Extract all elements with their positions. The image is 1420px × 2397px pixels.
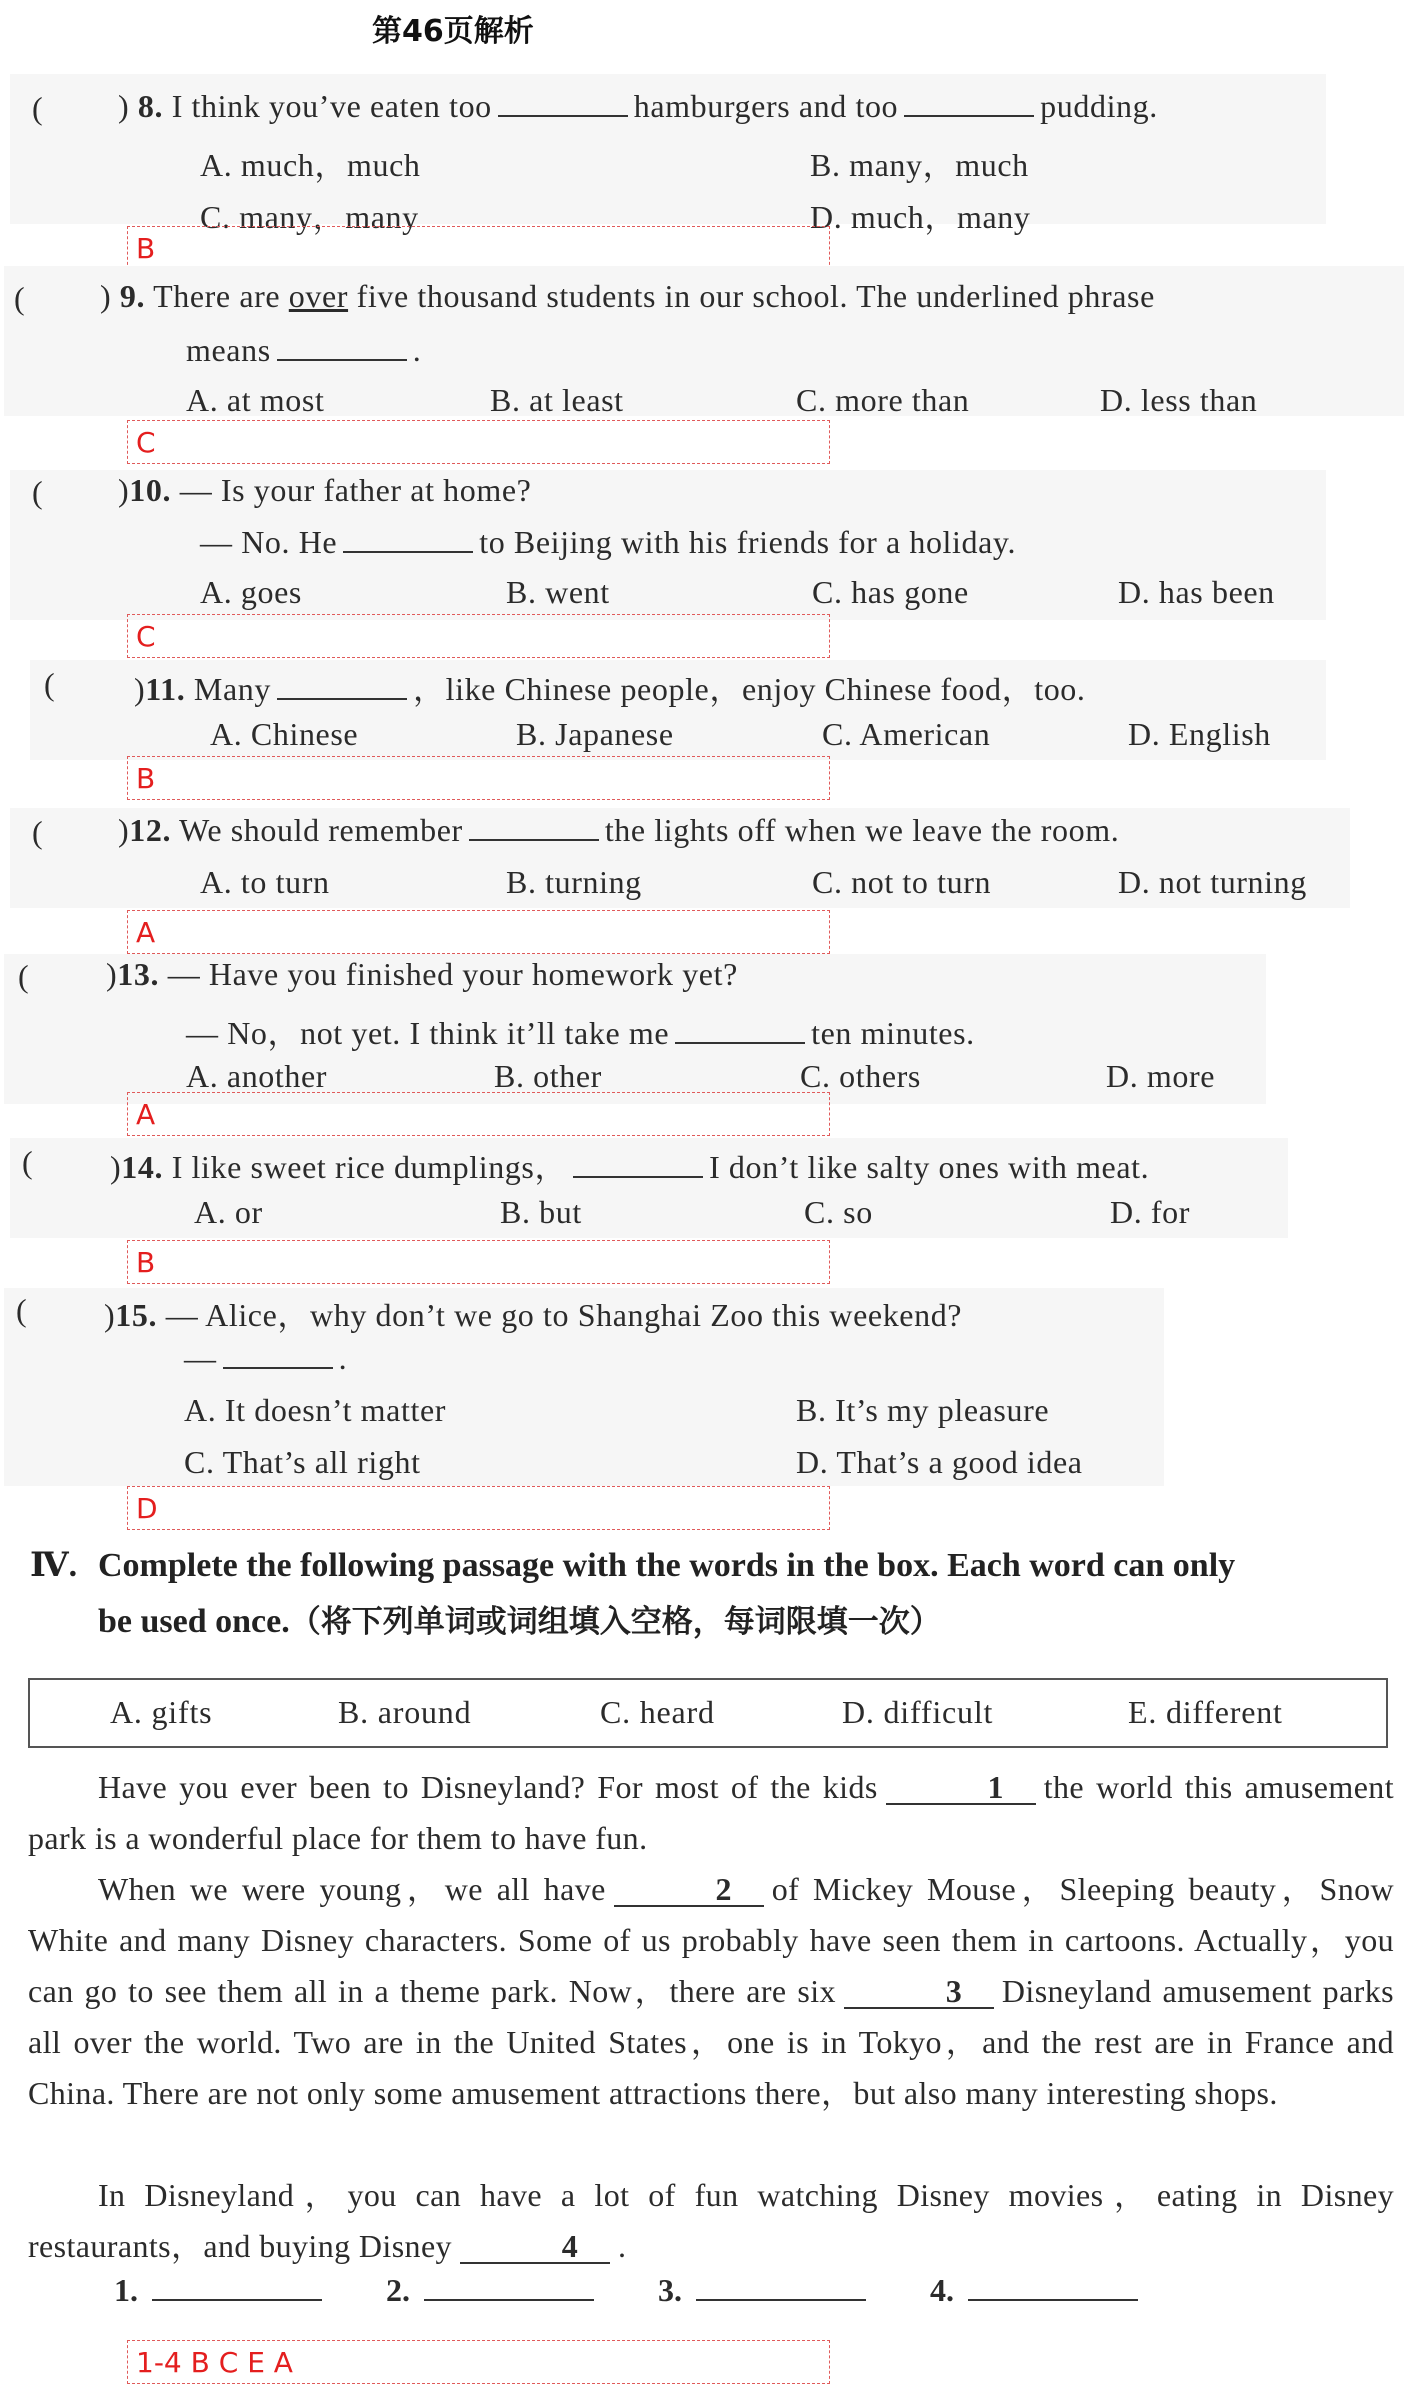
word-box — [28, 1678, 1388, 1748]
option-a: A. another — [186, 1058, 328, 1094]
option-a: A. to turn — [200, 864, 330, 900]
question-14-close-paren: ) — [110, 1149, 122, 1185]
question-10-text-a: — Is your father at home? — [179, 472, 532, 508]
option-b: B. many，much — [810, 147, 1029, 183]
answer-box: C — [127, 420, 830, 464]
question-12-text-a: We should remember — [179, 812, 463, 848]
word-option: E. different — [1128, 1694, 1283, 1730]
option-c: C. many，many — [200, 199, 419, 235]
word-option: D. difficult — [842, 1694, 994, 1730]
answer-box: A — [127, 910, 830, 954]
answer-label: 4. — [930, 2272, 954, 2308]
question-13-close-paren: ) — [106, 956, 118, 992]
question-11-stem — [134, 664, 1086, 710]
answer-box: C — [127, 614, 830, 658]
option-c: C. has gone — [812, 574, 969, 610]
passage-text: Disneyland amusement parks all over the world. Two are in the United States，one is in Tokyo，and the rest are in France and China. There are not only some amusement attractions there，but also many interesting shops. — [28, 1973, 1394, 2111]
section-instruction-cn: （将下列单词或词组填入空格，每词限填一次） — [289, 1604, 941, 1640]
question-13-text-line2b: ten minutes. — [811, 1015, 975, 1051]
gap-4: 4 — [460, 2230, 610, 2264]
option-d: D. less than — [1100, 382, 1258, 418]
blank — [343, 525, 473, 553]
option-d: D. That’s a good idea — [796, 1444, 1083, 1480]
option-d: D. more — [1106, 1058, 1216, 1094]
option-c: C. more than — [796, 382, 970, 418]
question-13-stem — [106, 956, 738, 993]
blank — [223, 1341, 333, 1369]
option-d: D. much，many — [810, 199, 1031, 235]
option-b: B. other — [494, 1058, 602, 1094]
section-instruction-2: be used once. — [98, 1603, 290, 1640]
option-d: D. for — [1110, 1194, 1191, 1230]
word-option: A. gifts — [110, 1694, 213, 1730]
question-15-text-line2b: . — [338, 1340, 348, 1376]
question-13-text-a: — Have you finished your homework yet? — [167, 956, 738, 992]
word-option: C. heard — [600, 1694, 715, 1730]
answer-box: B — [127, 226, 830, 270]
option-c: C. so — [804, 1194, 873, 1230]
passage-text: . — [617, 2228, 627, 2264]
question-9-stem-line2: means . — [186, 332, 422, 368]
question-15-stem-line2 — [184, 1340, 347, 1377]
question-11-text-a: Many — [193, 671, 271, 707]
question-11-close-paren: ) — [134, 671, 146, 707]
answer-paren-open: ( — [44, 666, 55, 702]
answer-box: B — [127, 1240, 830, 1284]
option-a: A. It doesn’t matter — [184, 1392, 447, 1428]
answer-paren-open: ( — [32, 474, 43, 510]
answer-line-2 — [386, 2272, 594, 2309]
question-13-stem-line2 — [186, 1008, 975, 1054]
question-9-text-a: There are — [153, 278, 281, 314]
question-9-stem — [100, 278, 1155, 315]
gap-3: 3 — [844, 1975, 994, 2009]
option-c: C. That’s all right — [184, 1444, 421, 1480]
question-8-number: 8. — [137, 88, 164, 124]
answer-box: A — [127, 1092, 830, 1136]
question-9-text-b: five thousand students in our school. The underlined phrase — [356, 278, 1155, 314]
answer-paren-open: ( — [16, 1292, 27, 1328]
section-4-heading — [30, 1538, 1400, 1650]
question-8-stem — [118, 88, 1158, 125]
answer-line-3 — [658, 2272, 866, 2309]
gap-1: 1 — [886, 1771, 1036, 1805]
question-12-text-b: the lights off when we leave the room. — [604, 812, 1120, 848]
question-14-text-a: I like sweet rice dumplings， — [171, 1149, 568, 1185]
blank — [277, 333, 407, 361]
answer-paren-open: ( — [18, 958, 29, 994]
passage-paragraph-2 — [28, 1864, 1394, 2119]
answer-blank — [152, 2275, 322, 2301]
gap-2: 2 — [614, 1873, 764, 1907]
answer-blank — [968, 2275, 1138, 2301]
answer-blank — [696, 2275, 866, 2301]
answer-paren-open: ( — [32, 814, 43, 850]
option-c: C. others — [800, 1058, 921, 1094]
option-b: B. but — [500, 1194, 582, 1230]
answer-label: 2. — [386, 2272, 410, 2308]
question-10-text-line2b: to Beijing with his friends for a holiday. — [479, 524, 1017, 560]
option-d: D. English — [1128, 716, 1271, 752]
answer-blank — [424, 2275, 594, 2301]
answer-paren-open: ( — [32, 90, 43, 126]
word-option: B. around — [338, 1694, 472, 1730]
question-10-number: 10. — [129, 472, 172, 508]
question-9-number: 9. — [119, 278, 146, 314]
question-14-text-b: I don’t like salty ones with meat. — [709, 1149, 1150, 1185]
question-8-text-a: I think you’ve eaten too — [171, 88, 492, 124]
blank — [469, 813, 599, 841]
question-12-close-paren: ) — [118, 812, 130, 848]
option-a: A. goes — [200, 574, 302, 610]
question-15-text-a: — Alice，why don’t we go to Shanghai Zoo this weekend? — [165, 1297, 963, 1333]
passage-paragraph-3 — [28, 2170, 1394, 2272]
option-a: A. or — [194, 1194, 263, 1230]
question-11-text-b: ，like Chinese people，enjoy Chinese food，too. — [412, 671, 1086, 707]
question-13-text-line2a: — No，not yet. I think it’ll take me — [186, 1015, 670, 1051]
option-d: D. has been — [1118, 574, 1275, 610]
passage-text: Have you ever been to Disneyland? For most of the kids — [98, 1769, 878, 1805]
blank — [573, 1150, 703, 1178]
passage-text: the world this amusement park is a wonderful place for them to have fun. — [28, 1769, 1394, 1856]
passage-text: When we were young，we all have — [98, 1871, 606, 1907]
option-b: B. It’s my pleasure — [796, 1392, 1050, 1428]
answer-box: D — [127, 1486, 830, 1530]
passage-text: In Disneyland，you can have a lot of fun watching Disney movies，eating in Disney restaurants，and buying Disney — [28, 2177, 1394, 2264]
question-15-close-paren: ) — [104, 1297, 116, 1333]
question-15-number: 15. — [115, 1297, 158, 1333]
question-9-close-paren: ) — [100, 278, 112, 314]
question-10-stem — [118, 472, 531, 509]
question-10-text-line2a: — No. He — [200, 524, 338, 560]
option-c: C. not to turn — [812, 864, 992, 900]
question-15-stem — [104, 1290, 962, 1336]
question-8-close-paren: ) — [118, 88, 130, 124]
answer-paren-open: ( — [14, 280, 25, 316]
option-d: D. not turning — [1118, 864, 1307, 900]
answer-line-1 — [114, 2272, 322, 2309]
option-a: A. Chinese — [210, 716, 359, 752]
blank — [277, 672, 407, 700]
answer-line-4 — [930, 2272, 1138, 2309]
option-b: B. Japanese — [516, 716, 674, 752]
option-a: A. much，much — [200, 147, 421, 183]
option-b: B. turning — [506, 864, 642, 900]
question-13-number: 13. — [117, 956, 160, 992]
question-10-close-paren: ) — [118, 472, 130, 508]
section-number: Ⅳ. — [30, 1547, 78, 1584]
answer-box: 1-4 B C E A — [127, 2340, 830, 2384]
answer-box: B — [127, 756, 830, 800]
question-10-stem-line2 — [200, 524, 1016, 561]
question-9-text-line2: means — [186, 332, 271, 368]
option-b: B. went — [506, 574, 610, 610]
option-c: C. American — [822, 716, 991, 752]
answer-paren-open: ( — [22, 1144, 33, 1180]
answer-label: 3. — [658, 2272, 682, 2308]
question-14-number: 14. — [121, 1149, 164, 1185]
blank — [498, 89, 628, 117]
question-8-text-c: pudding. — [1040, 88, 1158, 124]
underlined-word: over — [288, 278, 349, 314]
question-12-stem — [118, 812, 1119, 849]
question-8-text-b: hamburgers and too — [633, 88, 899, 124]
passage-paragraph-1 — [28, 1762, 1394, 1864]
answer-label: 1. — [114, 2272, 138, 2308]
question-12-number: 12. — [129, 812, 172, 848]
question-14-stem — [110, 1142, 1149, 1188]
blank — [675, 1016, 805, 1044]
section-instruction: Complete the following passage with the words in the box. Each word can only — [98, 1547, 1236, 1584]
option-a: A. at most — [186, 382, 325, 418]
question-15-text-line2a: — — [184, 1340, 217, 1376]
option-b: B. at least — [490, 382, 624, 418]
blank — [904, 89, 1034, 117]
passage-text: of Mickey Mouse，Sleeping beauty，Snow White and many Disney characters. Some of us probably have seen them in cartoons. Actually，you can go to see them all in a theme park. Now，there are six — [28, 1871, 1395, 2009]
question-11-number: 11. — [145, 671, 186, 707]
page-title: 第46页解析 — [372, 14, 534, 49]
